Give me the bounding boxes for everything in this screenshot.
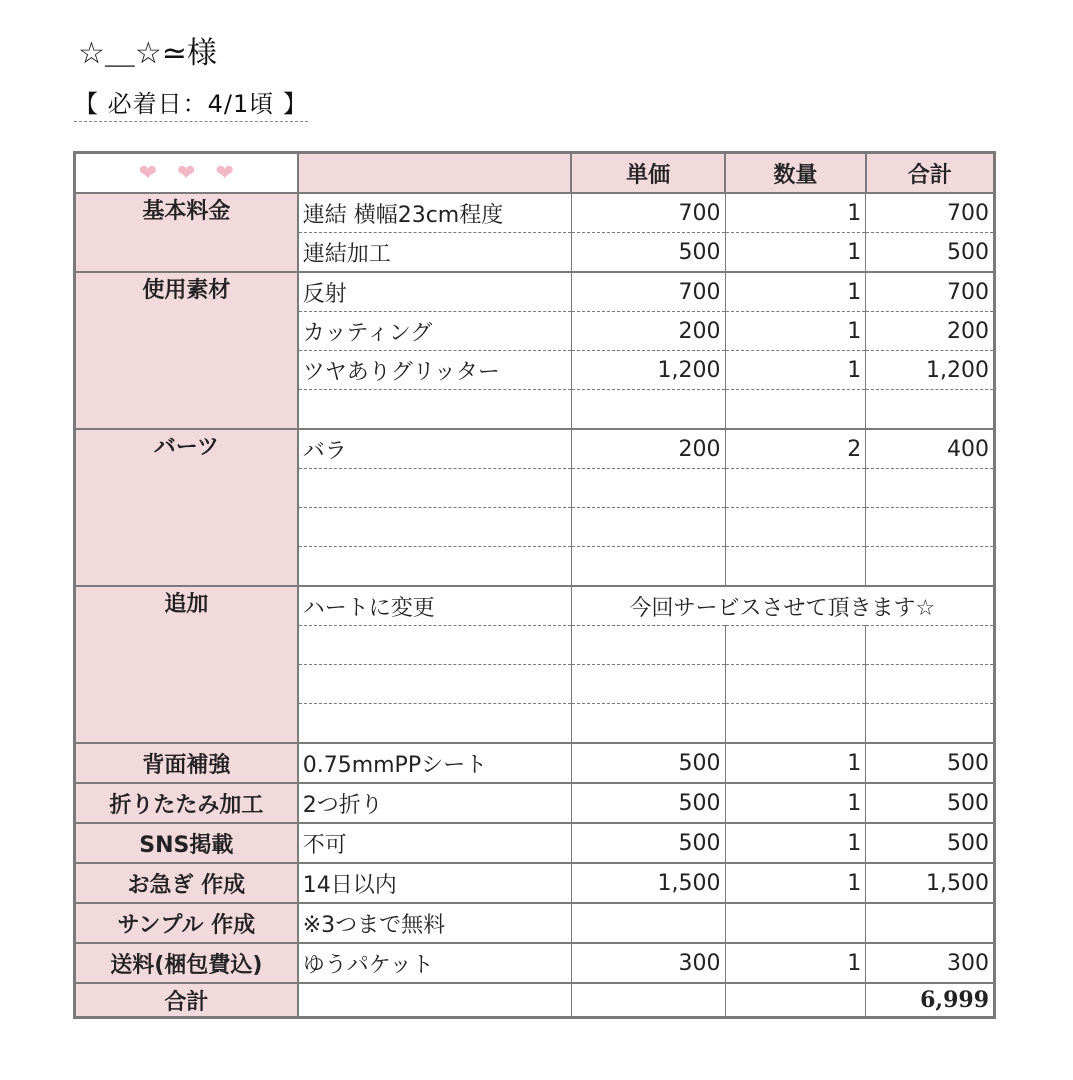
subtotal xyxy=(866,665,995,704)
header-quantity: 数量 xyxy=(725,153,866,194)
service-note: 今回サービスさせて頂きます☆ xyxy=(571,586,994,626)
item-name: ゆうパケット xyxy=(298,943,571,983)
table-row xyxy=(75,903,995,943)
estimate-table xyxy=(73,151,996,1019)
item-name: 反射 xyxy=(298,272,571,312)
quantity: 1 xyxy=(725,943,866,983)
unit-price xyxy=(571,704,725,744)
item-name: 連結 横幅23cm程度 xyxy=(298,193,571,233)
hearts-decoration xyxy=(75,153,298,194)
quantity xyxy=(725,547,866,587)
item-name: ツヤありグリッター xyxy=(298,351,571,390)
subtotal xyxy=(866,903,995,943)
item-name xyxy=(298,626,571,665)
quantity: 1 xyxy=(725,351,866,390)
unit-price xyxy=(571,665,725,704)
quantity xyxy=(725,704,866,744)
quantity xyxy=(725,626,866,665)
table-row xyxy=(75,943,995,983)
subtotal xyxy=(866,469,995,508)
header-unit-price: 単価 xyxy=(571,153,725,194)
item-name: 0.75mmPPシート xyxy=(298,743,571,783)
delivery-deadline: 【 必着日：4/1頃 】 xyxy=(74,84,308,122)
subtotal: 500 xyxy=(866,783,995,823)
item-name: 14日以内 xyxy=(298,863,571,903)
subtotal: 500 xyxy=(866,823,995,863)
subtotal: 300 xyxy=(866,943,995,983)
total-empty-cell xyxy=(725,983,866,1018)
quantity: 1 xyxy=(725,193,866,233)
heart-icon: ❤ xyxy=(215,160,234,186)
unit-price: 500 xyxy=(571,783,725,823)
subtotal: 200 xyxy=(866,312,995,351)
quantity xyxy=(725,508,866,547)
item-name xyxy=(298,547,571,587)
table-row xyxy=(75,743,995,783)
heart-icon: ❤ xyxy=(177,160,196,186)
quantity: 1 xyxy=(725,233,866,273)
subtotal: 700 xyxy=(866,193,995,233)
category-cell: 使用素材 xyxy=(75,272,298,429)
unit-price: 500 xyxy=(571,233,725,273)
unit-price xyxy=(571,390,725,430)
item-name: 2つ折り xyxy=(298,783,571,823)
subtotal: 400 xyxy=(866,429,995,469)
subtotal xyxy=(866,547,995,587)
subtotal: 1,500 xyxy=(866,863,995,903)
quantity: 1 xyxy=(725,272,866,312)
item-name xyxy=(298,508,571,547)
unit-price xyxy=(571,903,725,943)
item-name xyxy=(298,704,571,744)
unit-price: 300 xyxy=(571,943,725,983)
total-label: 合計 xyxy=(75,983,298,1018)
category-cell: 追加 xyxy=(75,586,298,743)
table-row xyxy=(75,193,995,233)
category-cell: お急ぎ 作成 xyxy=(75,863,298,903)
subtotal: 500 xyxy=(866,743,995,783)
category-cell: SNS掲載 xyxy=(75,823,298,863)
quantity xyxy=(725,903,866,943)
subtotal: 1,200 xyxy=(866,351,995,390)
unit-price: 700 xyxy=(571,272,725,312)
unit-price xyxy=(571,547,725,587)
subtotal xyxy=(866,626,995,665)
quantity: 1 xyxy=(725,823,866,863)
item-name: ハートに変更 xyxy=(298,586,571,626)
table-row xyxy=(75,429,995,469)
quantity: 1 xyxy=(725,743,866,783)
total-empty-cell xyxy=(298,983,571,1018)
item-name: カッティング xyxy=(298,312,571,351)
quantity: 1 xyxy=(725,783,866,823)
category-cell: 基本料金 xyxy=(75,193,298,272)
item-name: ※3つまで無料 xyxy=(298,903,571,943)
unit-price: 500 xyxy=(571,743,725,783)
item-name xyxy=(298,469,571,508)
quantity: 1 xyxy=(725,863,866,903)
subtotal xyxy=(866,508,995,547)
unit-price: 700 xyxy=(571,193,725,233)
subtotal: 500 xyxy=(866,233,995,273)
quantity xyxy=(725,390,866,430)
category-cell: 背面補強 xyxy=(75,743,298,783)
unit-price: 200 xyxy=(571,312,725,351)
quantity: 2 xyxy=(725,429,866,469)
subtotal: 700 xyxy=(866,272,995,312)
item-name: バラ xyxy=(298,429,571,469)
unit-price xyxy=(571,469,725,508)
subtotal xyxy=(866,390,995,430)
table-row xyxy=(75,272,995,312)
category-cell: サンプル 作成 xyxy=(75,903,298,943)
quantity xyxy=(725,469,866,508)
category-cell: バーツ xyxy=(75,429,298,586)
category-cell: 送料(梱包費込) xyxy=(75,943,298,983)
quantity: 1 xyxy=(725,312,866,351)
unit-price xyxy=(571,508,725,547)
category-cell: 折りたたみ加工 xyxy=(75,783,298,823)
table-header xyxy=(75,153,995,194)
unit-price xyxy=(571,626,725,665)
item-name: 不可 xyxy=(298,823,571,863)
subtotal xyxy=(866,704,995,744)
grand-total: 6,999 xyxy=(866,983,995,1018)
quantity xyxy=(725,665,866,704)
unit-price: 500 xyxy=(571,823,725,863)
recipient-name: ☆＿☆≃様 xyxy=(78,36,217,71)
total-row xyxy=(75,983,995,1018)
table-row xyxy=(75,863,995,903)
unit-price: 200 xyxy=(571,429,725,469)
total-empty-cell xyxy=(571,983,725,1018)
header-subtotal: 合計 xyxy=(866,153,995,194)
item-name xyxy=(298,390,571,430)
table-row xyxy=(75,783,995,823)
table-row xyxy=(75,586,995,626)
unit-price: 1,500 xyxy=(571,863,725,903)
header-item xyxy=(298,153,571,194)
unit-price: 1,200 xyxy=(571,351,725,390)
item-name xyxy=(298,665,571,704)
table-row xyxy=(75,823,995,863)
heart-icon: ❤ xyxy=(138,160,158,186)
item-name: 連結加工 xyxy=(298,233,571,273)
